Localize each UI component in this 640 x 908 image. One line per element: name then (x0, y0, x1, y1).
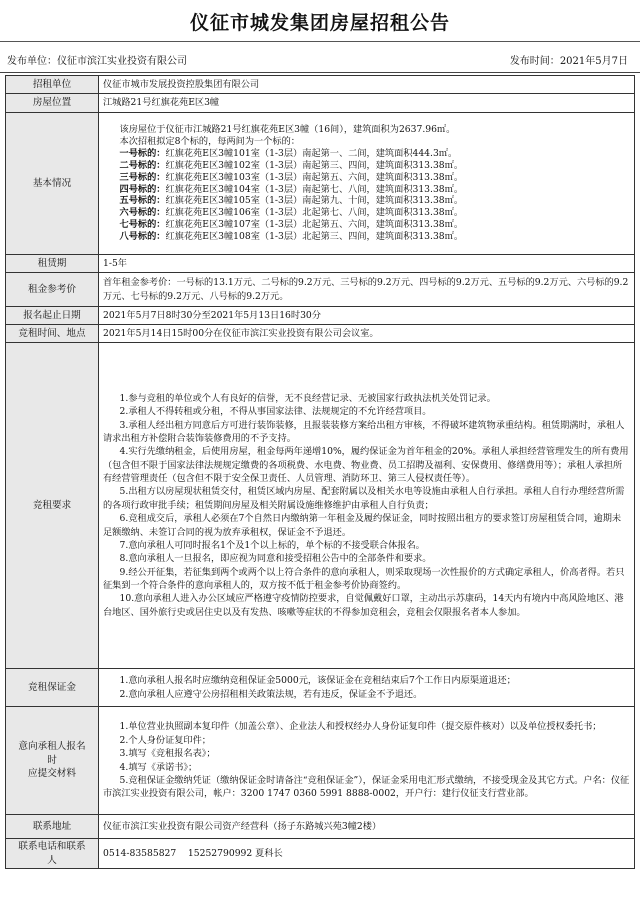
row-label: 房屋位置 (6, 94, 99, 113)
requirement-item: 8.意向承租人一旦报名，即应视为同意和接受招租公告中的全部条件和要求。 (119, 553, 432, 565)
row-label: 竞租要求 (6, 343, 99, 669)
lot-item (103, 148, 630, 160)
row-label: 联系地址 (6, 815, 99, 839)
lot-name: 五号标的： (119, 195, 166, 207)
basic-split: 本次招租拟定8个标的，每两间为一个标的： (119, 135, 300, 147)
materials-list (103, 720, 630, 800)
deposit-list (103, 674, 630, 701)
row-tenderer (6, 76, 635, 94)
requirement-item: 10.意向承租人进入办公区域应严格遵守疫情防控要求，自觉佩戴好口罩，主动出示苏康码，14天内有境内中高风险地区、港台地区、国外旅行史或居住史以及有发热、咳嗽等症状的不得参加竞租会，竞租会仅限报名者本人参加。 (103, 593, 624, 618)
lot-desc: 红旗花苑E区3幢106室（1-3层）北起第七、八间，建筑面积313.38㎡。 (165, 207, 464, 219)
requirements-list (103, 392, 630, 619)
contact-label-2: 人 (47, 854, 57, 866)
lot-item (103, 219, 630, 231)
meta-row (0, 52, 640, 68)
publisher-label: 发布单位： (7, 56, 57, 67)
requirements-value (99, 343, 635, 669)
lot-desc: 红旗花苑E区3幢102室（1-3层）南起第三、四间，建筑面积313.38㎡。 (165, 159, 464, 171)
row-bidtime (6, 325, 635, 343)
rent-value: 首年租金参考价：一号标的13.1万元、二号标的9.2万元、三号标的9.2万元、四号标的9.2万元、五号标的9.2万元、六号标的9.2万元、七号标的9.2万元、八号标的9.2万元。 (99, 273, 635, 307)
materials-value (99, 707, 635, 815)
requirement-item: 9.经公开征集，若征集到两个或两个以上符合条件的意向承租人，则采取现场一次性报价的方式确定承租人，价高者得。若只征集到一个符合条件的意向承租人的，双方按不低于租金参考价协商签约。 (103, 566, 625, 591)
material-item: 3.填写《竞租报名表》； (119, 748, 216, 760)
requirement-item: 7.意向承租人可同时报名1个及1个以上标的，单个标的不接受联合体报名。 (119, 539, 425, 551)
publisher-info (7, 52, 187, 67)
row-address (6, 815, 635, 839)
location-value: 江城路21号红旗花苑E区3幢 (99, 94, 635, 113)
row-signup (6, 307, 635, 325)
lot-desc: 红旗花苑E区3幢101室（1-3层）南起第一、二间，建筑面积444.3㎡。 (165, 147, 458, 159)
requirement-item: 4.实行先缴纳租金，后使用房屋，租金每两年递增10%，履约保证金为首年租金的20%。承租人承担经营管理发生的所有费用（包含但不限于国家法律法规规定缴费的各项税费、水电费、物业费、员工招聘及福利、安保费用、修缮费用等）；承租人承担所有经营管理责任（包含但不限于安全保卫责任、人员管理、消防环卫、第三人侵权责任等）。 (103, 446, 629, 485)
basic-info-value (99, 113, 635, 255)
address-value: 仪征市滨江实业投资有限公司资产经营科（扬子东路城兴苑3幢2楼） (99, 815, 635, 839)
lot-item (103, 207, 630, 219)
material-item: 2.个人身份证复印件； (119, 734, 211, 746)
requirement-item: 2.承租人不得转租或分租，不得从事国家法律、法规规定的不允许经营项目。 (119, 406, 432, 418)
lot-name: 六号标的： (119, 207, 166, 219)
row-contact (6, 839, 635, 869)
requirement-item: 5.出租方以房屋现状租赁交付，租赁区域内房屋、配套附属以及相关水电等设施由承租人自行承担。承租人自行办理经营所需的各项行政审批手续；租赁期间房屋及相关附属设施维修维护由承租人自行负责； (103, 486, 625, 511)
deposit-value (99, 669, 635, 707)
bidtime-value: 2021年5月14日15时00分在仪征市滨江实业投资有限公司会议室。 (99, 325, 635, 343)
lot-name: 三号标的： (119, 171, 166, 183)
lot-desc: 红旗花苑E区3幢105室（1-3层）南起第九、十间，建筑面积313.38㎡。 (165, 195, 464, 207)
row-requirements (6, 343, 635, 669)
publish-date: 2021年5月7日 (559, 56, 628, 67)
contact-label-1: 联系电话和联系 (18, 840, 86, 852)
announcement-table (5, 75, 635, 869)
material-item: 1.单位营业执照副本复印件（加盖公章）、企业法人和授权经办人身份证复印件（提交原件核对）以及单位授权委托书； (119, 721, 602, 733)
publisher-name: 仪征市滨江实业投资有限公司 (57, 56, 187, 67)
date-label: 发布时间： (509, 56, 560, 67)
row-label: 竞租保证金 (6, 669, 99, 707)
row-basic-info (6, 113, 635, 255)
basic-intro: 该房屋位于仪征市江城路21号红旗花苑E区3幢（16间），建筑面积为2637.96㎡。 (119, 123, 456, 135)
row-label: 租金参考价 (6, 273, 99, 307)
lot-item (103, 231, 630, 243)
page-title: 仪征市城发集团房屋招租公告 (189, 12, 450, 34)
lot-name: 四号标的： (119, 183, 166, 195)
signup-value: 2021年5月7日8时30分至2021年5月13日16时30分 (99, 307, 635, 325)
row-label: 招租单位 (6, 76, 99, 94)
row-deposit (6, 669, 635, 707)
lot-name: 八号标的： (119, 231, 166, 243)
row-label: 竞租时间、地点 (6, 325, 99, 343)
row-label: 报名起止日期 (6, 307, 99, 325)
row-label (6, 839, 99, 869)
term-value: 1-5年 (99, 255, 635, 273)
material-item: 5.竞租保证金缴纳凭证（缴纳保证金时请备注“竞租保证金”），保证金采用电汇形式缴纳，不接受现金及其它方式。户名：仪征市滨江实业投资有限公司，帐户：3200 1747 0360 5991 8888-0002，开户行：建行仪征支行营业部。 (103, 774, 630, 800)
lot-name: 一号标的： (119, 147, 166, 159)
materials-label-1: 意向承租人报名 (18, 740, 86, 752)
row-location (6, 94, 635, 113)
deposit-item: 1.意向承租人报名时应缴纳竞租保证金5000元，该保证金在竞租结束后7个工作日内原渠道退还； (119, 675, 516, 687)
lot-item (103, 184, 630, 196)
contact-value: 0514-83585827 15252790992 夏科长 (99, 839, 635, 869)
lot-name: 七号标的： (119, 219, 166, 231)
lot-item (103, 160, 630, 172)
lot-desc: 红旗花苑E区3幢104室（1-3层）南起第七、八间，建筑面积313.38㎡。 (165, 183, 464, 195)
row-label: 基本情况 (6, 113, 99, 255)
row-term (6, 255, 635, 273)
materials-label-2: 时 (47, 754, 57, 766)
lot-list (103, 148, 630, 244)
lot-desc: 红旗花苑E区3幢108室（1-3层）北起第三、四间，建筑面积313.38㎡。 (165, 231, 464, 243)
deposit-item: 2.意向承租人应遵守公房招租相关政策法规，若有违反，保证金不予退还。 (119, 688, 423, 700)
lot-desc: 红旗花苑E区3幢107室（1-3层）北起第五、六间，建筑面积313.38㎡。 (165, 219, 464, 231)
requirement-item: 6.竞租成交后，承租人必须在7个自然日内缴纳第一年租金及履约保证金，同时按照出租方的要求签订房屋租赁合同，逾期未足额缴纳、未签订合同的视为放弃承租权，保证金不予退还。 (103, 513, 622, 538)
title-divider (0, 41, 640, 42)
lot-desc: 红旗花苑E区3幢103室（1-3层）南起第五、六间，建筑面积313.38㎡。 (165, 171, 464, 183)
row-label: 租赁期 (6, 255, 99, 273)
material-item: 4.填写《承诺书》； (119, 761, 198, 773)
tenderer-value: 仪征市城市发展投资控股集团有限公司 (99, 76, 635, 94)
lot-item (103, 195, 630, 207)
publish-date-info (510, 52, 628, 67)
row-rent (6, 273, 635, 307)
lot-name: 二号标的： (119, 159, 166, 171)
row-label (6, 707, 99, 815)
materials-label-3: 应提交材料 (28, 768, 76, 780)
lot-item (103, 172, 630, 184)
meta-divider (0, 72, 640, 73)
row-materials (6, 707, 635, 815)
requirement-item: 3.承租人经出租方同意后方可进行装饰装修，且报装装修方案给出租方审核，不得破坏建筑物承重结构。租赁期满时，承租人请求出租方补偿附合装饰装修费用的不予支持。 (103, 419, 625, 445)
requirement-item: 1.参与竞租的单位或个人有良好的信誉，无不良经营记录、无被国家行政执法机关处罚记录。 (119, 393, 496, 405)
